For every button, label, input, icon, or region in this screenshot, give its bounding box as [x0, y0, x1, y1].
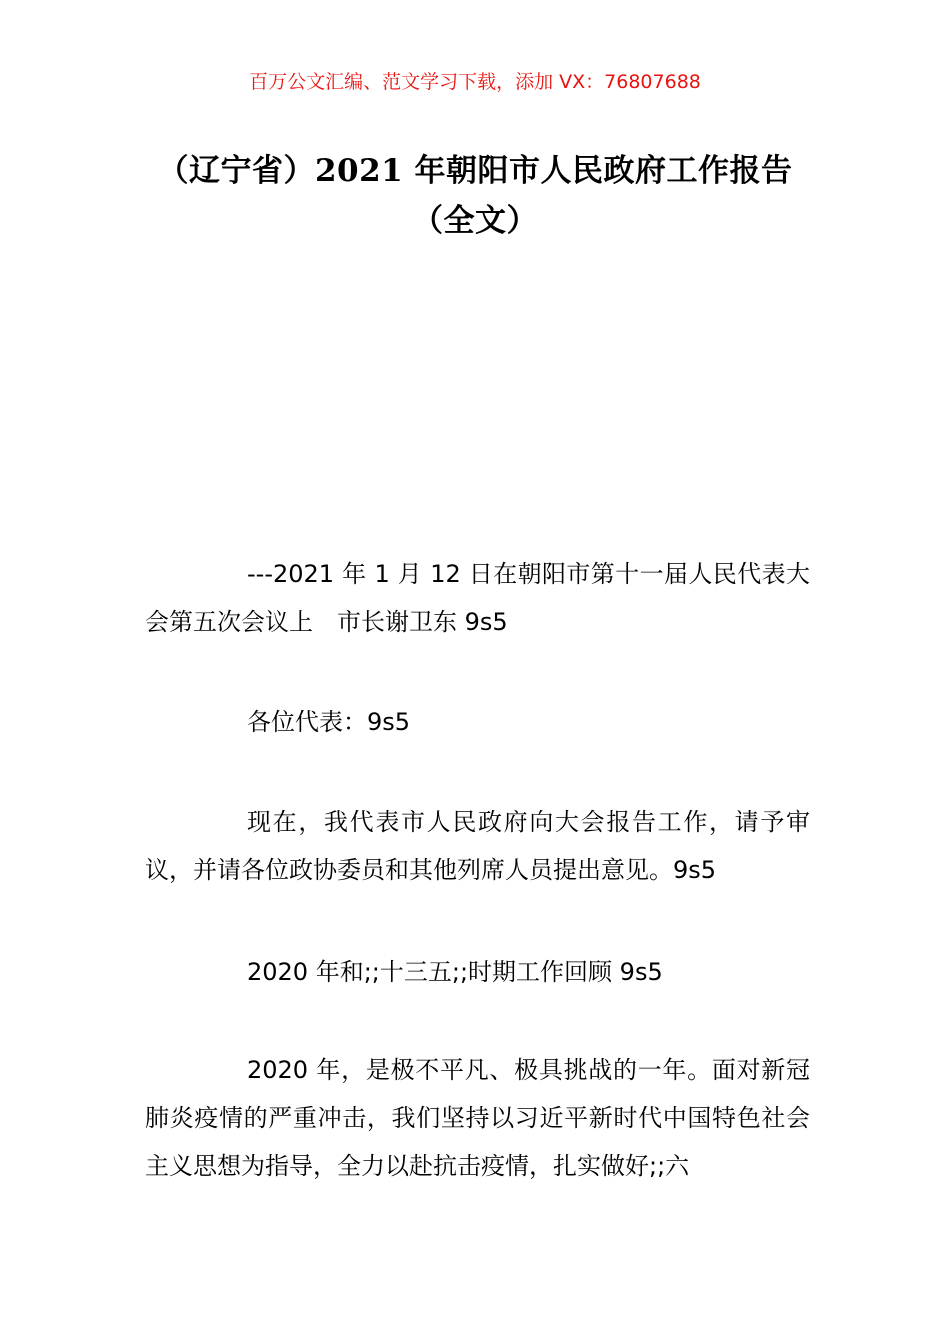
- paragraph-review: [145, 1046, 810, 1190]
- paragraph-text: ---2021 年 1 月 12 日在朝阳市第十一届人民代表大会第五次会议上 市长谢卫东 9s5: [145, 560, 810, 636]
- header-note: 百万公文汇编、范文学习下载，添加 VX：76807688: [249, 71, 701, 93]
- paragraph-text: 现在，我代表市人民政府向大会报告工作，请予审议，并请各位政协委员和其他列席人员提出意见。9s5: [145, 808, 810, 884]
- paragraph-text: 2020 年，是极不平凡、极具挑战的一年。面对新冠肺炎疫情的严重冲击，我们坚持以习近平新时代中国特色社会主义思想为指导，全力以赴抗击疫情，扎实做好;;六: [145, 1056, 810, 1180]
- document-title: （辽宁省）2021 年朝阳市人民政府工作报告（全文）: [157, 153, 793, 239]
- paragraph-intro: [145, 798, 810, 894]
- section-heading: [145, 948, 810, 996]
- paragraph-text: 2020 年和;;十三五;;时期工作回顾 9s5: [247, 958, 663, 986]
- paragraph-greeting: [145, 698, 810, 746]
- paragraph-speech-info: [145, 550, 810, 646]
- paragraph-text: 各位代表：9s5: [247, 708, 411, 736]
